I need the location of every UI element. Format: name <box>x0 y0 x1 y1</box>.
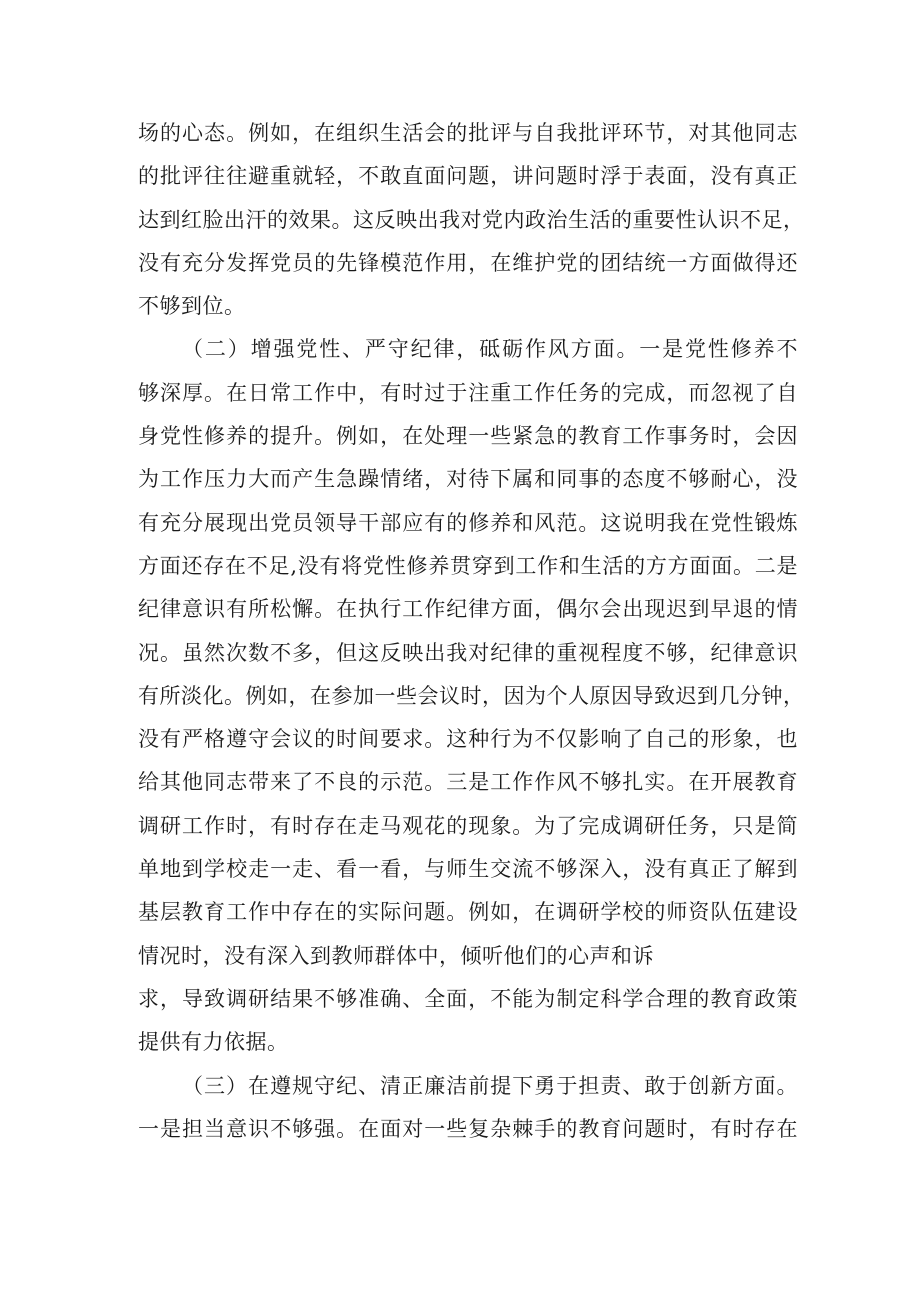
text-line: 基层教育工作中存在的实际问题。例如，在调研学校的师资队伍建设 <box>138 900 798 925</box>
text-line: 单地到学校走一走、看一看，与师生交流不够深入，没有真正了解到 <box>138 857 798 882</box>
text-line: 达到红脸出汗的效果。这反映出我对党内政治生活的重要性认识不足， <box>138 207 805 232</box>
text-line: 提供有力依据。 <box>138 1030 289 1055</box>
text-line: 不够到位。 <box>138 294 246 319</box>
text-line: 一是担当意识不够强。在面对一些复杂棘手的教育问题时，有时存在 <box>138 1116 798 1141</box>
text-line: 给其他同志带来了不良的示范。三是工作作风不够扎实。在开展教育 <box>138 770 798 795</box>
text-line: 求，导致调研结果不够准确、全面，不能为制定科学合理的教育政策 <box>138 986 798 1011</box>
text-line: 的批评往往避重就轻，不敢直面问题，讲问题时浮于表面，没有真正 <box>138 164 798 189</box>
text-line: 场的心态。例如，在组织生活会的批评与自我批评环节，对其他同志 <box>138 121 798 145</box>
text-line: 够深厚。在日常工作中，有时过于注重工作任务的完成，而忽视了自 <box>138 380 798 405</box>
text-line: 调研工作时，有时存在走马观花的现象。为了完成调研任务，只是简 <box>138 813 798 838</box>
text-line: 情况时，没有深入到教师群体中，倾听他们的心声和诉 <box>138 943 654 968</box>
text-line: 为工作压力大而产生急躁情绪，对待下属和同事的态度不够耐心，没 <box>138 467 798 492</box>
section-heading-2: （二）增强党性、严守纪律，砥砺作风方面。一是党性修养不 <box>182 337 798 362</box>
section-heading-3: （三）在遵规守纪、清正廉洁前提下勇于担责、敢于创新方面。 <box>182 1073 798 1098</box>
text-line: 身党性修养的提升。例如，在处理一些紧急的教育工作事务时，会因 <box>138 424 798 449</box>
text-line: 有充分展现出党员领导干部应有的修养和风范。这说明我在党性锻炼 <box>138 510 798 535</box>
text-line: 没有严格遵守会议的时间要求。这种行为不仅影响了自己的形象，也 <box>138 727 798 752</box>
text-line: 况。虽然次数不多，但这反映出我对纪律的重视程度不够，纪律意识 <box>138 640 798 665</box>
text-line: 有所淡化。例如，在参加一些会议时，因为个人原因导致迟到几分钟， <box>138 683 805 708</box>
body-text <box>138 112 805 1151</box>
text-line: 方面还存在不足,没有将党性修养贯穿到工作和生活的方方面面。二是 <box>138 553 798 578</box>
text-line: 纪律意识有所松懈。在执行工作纪律方面，偶尔会出现迟到早退的情 <box>138 597 798 622</box>
text-line: 没有充分发挥党员的先锋模范作用，在维护党的团结统一方面做得还 <box>138 250 798 275</box>
